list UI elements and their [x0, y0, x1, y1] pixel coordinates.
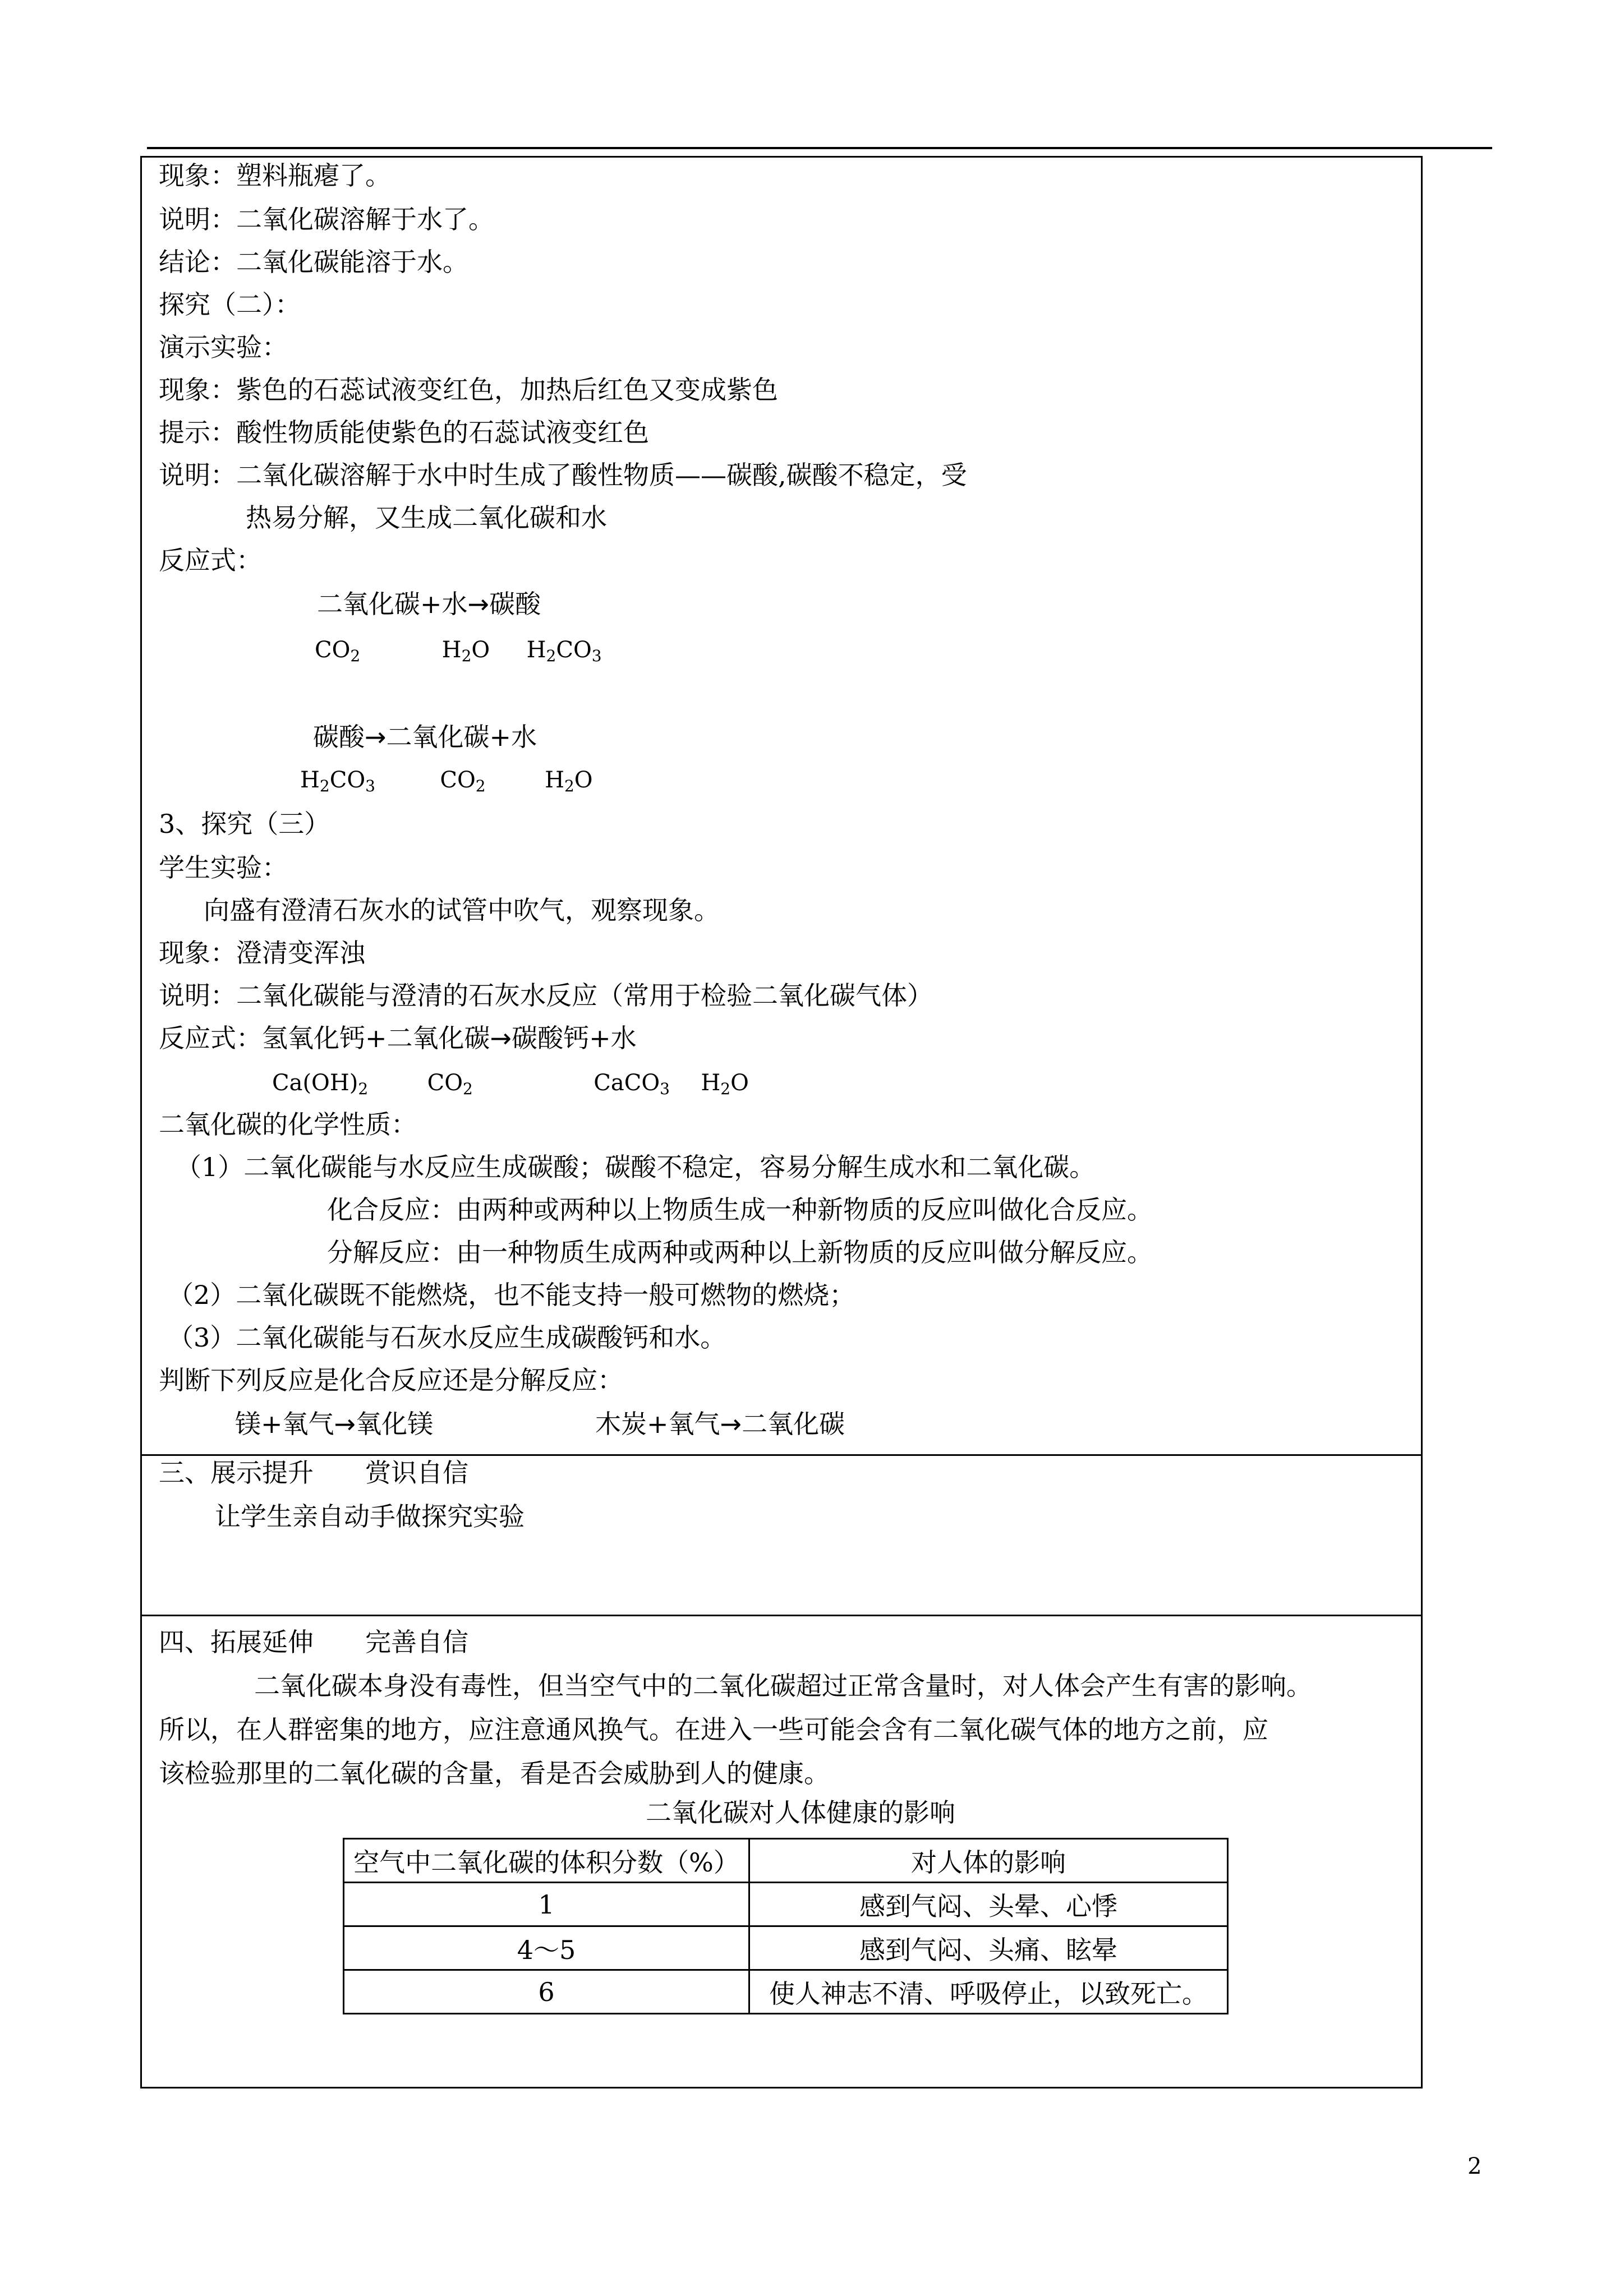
equation-water-to-carbonic: 二氧化碳+水→碳酸: [317, 589, 541, 619]
table-row: [344, 1926, 1228, 1970]
text-line: （2）二氧化碳既不能燃烧，也不能支持一般可燃物的燃烧；: [168, 1280, 855, 1310]
arrow-icon: →: [720, 1409, 742, 1439]
table-header-row: [344, 1839, 1228, 1883]
paragraph-line: 该检验那里的二氧化碳的含量，看是否会威胁到人的健康。: [159, 1758, 830, 1788]
table-cell: 感到气闷、头晕、心悸: [749, 1883, 1228, 1926]
arrow-icon: →: [365, 722, 387, 752]
text-line: （3）二氧化碳能与石灰水反应生成碳酸钙和水。: [168, 1322, 726, 1353]
table-cell: 1: [344, 1883, 749, 1926]
section-title: 四、拓展延伸 完善自信: [159, 1627, 468, 1657]
table-cell: 感到气闷、头痛、眩晕: [749, 1926, 1228, 1970]
equation-limewater: 反应式：氢氧化钙+二氧化碳→碳酸钙+水: [159, 1023, 637, 1053]
page-number: 2: [1467, 2154, 1482, 2179]
extension-section: [140, 1616, 1423, 2088]
text-line: 分解反应：由一种物质生成两种或两种以上新物质的反应叫做分解反应。: [327, 1237, 1153, 1267]
table-cell: 使人神志不清、呼吸停止，以致死亡。: [749, 1970, 1228, 2014]
text-line: 现象：澄清变浑浊: [159, 938, 365, 968]
showcase-section: [140, 1456, 1423, 1616]
equation-magnesium: 镁+氧气→氧化镁: [235, 1409, 434, 1439]
header-rule: [147, 147, 1492, 149]
paragraph-line: 所以，在人群密集的地方，应注意通风换气。在进入一些可能会含有二氧化碳气体的地方之前，应: [159, 1714, 1268, 1745]
formula-row: $CO_2$ $H_2O$ $H_2CO_3$: [315, 637, 602, 665]
text-line: 探究（二）：: [159, 289, 301, 320]
text-line: 化合反应：由两种或两种以上物质生成一种新物质的反应叫做化合反应。: [327, 1195, 1153, 1225]
arrow-icon: →: [490, 1023, 512, 1053]
text-line: 二氧化碳的化学性质：: [159, 1109, 417, 1140]
text-line: 说明：二氧化碳溶解于水中时生成了酸性物质——碳酸,碳酸不稳定，受: [159, 460, 967, 490]
text-line: 现象：紫色的石蕊试液变红色，加热后红色又变成紫色: [159, 375, 778, 405]
text-line: 说明：二氧化碳溶解于水了。: [159, 204, 494, 234]
co2-effects-table: [343, 1838, 1229, 2014]
table-row: [344, 1970, 1228, 2014]
text-line: （1）二氧化碳能与水反应生成碳酸；碳酸不稳定，容易分解生成水和二氧化碳。: [176, 1152, 1096, 1182]
formula-row: $H_2CO_3$ $CO_2$ $H_2O$: [300, 767, 593, 795]
arrow-icon: →: [467, 589, 490, 619]
table-row: [344, 1883, 1228, 1926]
text-line: 反应式：: [159, 545, 262, 575]
text-line: 向盛有澄清石灰水的试管中吹气，观察现象。: [204, 895, 720, 925]
equation-charcoal: 木炭+氧气→二氧化碳: [595, 1409, 845, 1439]
formula-row: $Ca(OH)_2$ $CO_2$ CaCO$_3$ $H_2O$: [272, 1070, 749, 1098]
paragraph-line: 二氧化碳本身没有毒性，但当空气中的二氧化碳超过正常含量时，对人体会产生有害的影响。: [254, 1671, 1312, 1701]
text-line: 学生实验：: [159, 852, 288, 883]
content-section: [140, 156, 1423, 1456]
text-line: 演示实验：: [159, 332, 288, 362]
table-header: 空气中二氧化碳的体积分数（%）: [344, 1839, 749, 1883]
table-title: 二氧化碳对人体健康的影响: [646, 1797, 955, 1828]
arrow-icon: →: [334, 1409, 356, 1439]
text-line: 让学生亲自动手做探究实验: [215, 1501, 525, 1532]
equation-carbonic-decompose: 碳酸→二氧化碳+水: [313, 722, 537, 752]
section-title: 三、展示提升 赏识自信: [159, 1458, 468, 1488]
table-cell: 6: [344, 1970, 749, 2014]
text-line: 提示：酸性物质能使紫色的石蕊试液变红色: [159, 417, 649, 448]
text-line: 现象：塑料瓶瘪了。: [159, 160, 391, 191]
text-line: 3、探究（三）: [159, 809, 330, 839]
table-header: 对人体的影响: [749, 1839, 1228, 1883]
text-line: 结论：二氧化碳能溶于水。: [159, 247, 468, 277]
text-line: 判断下列反应是化合反应还是分解反应：: [159, 1365, 623, 1395]
table-cell: 4～5: [344, 1926, 749, 1970]
text-line: 热易分解，又生成二氧化碳和水: [246, 502, 607, 533]
text-line: 说明：二氧化碳能与澄清的石灰水反应（常用于检验二氧化碳气体）: [159, 980, 933, 1011]
